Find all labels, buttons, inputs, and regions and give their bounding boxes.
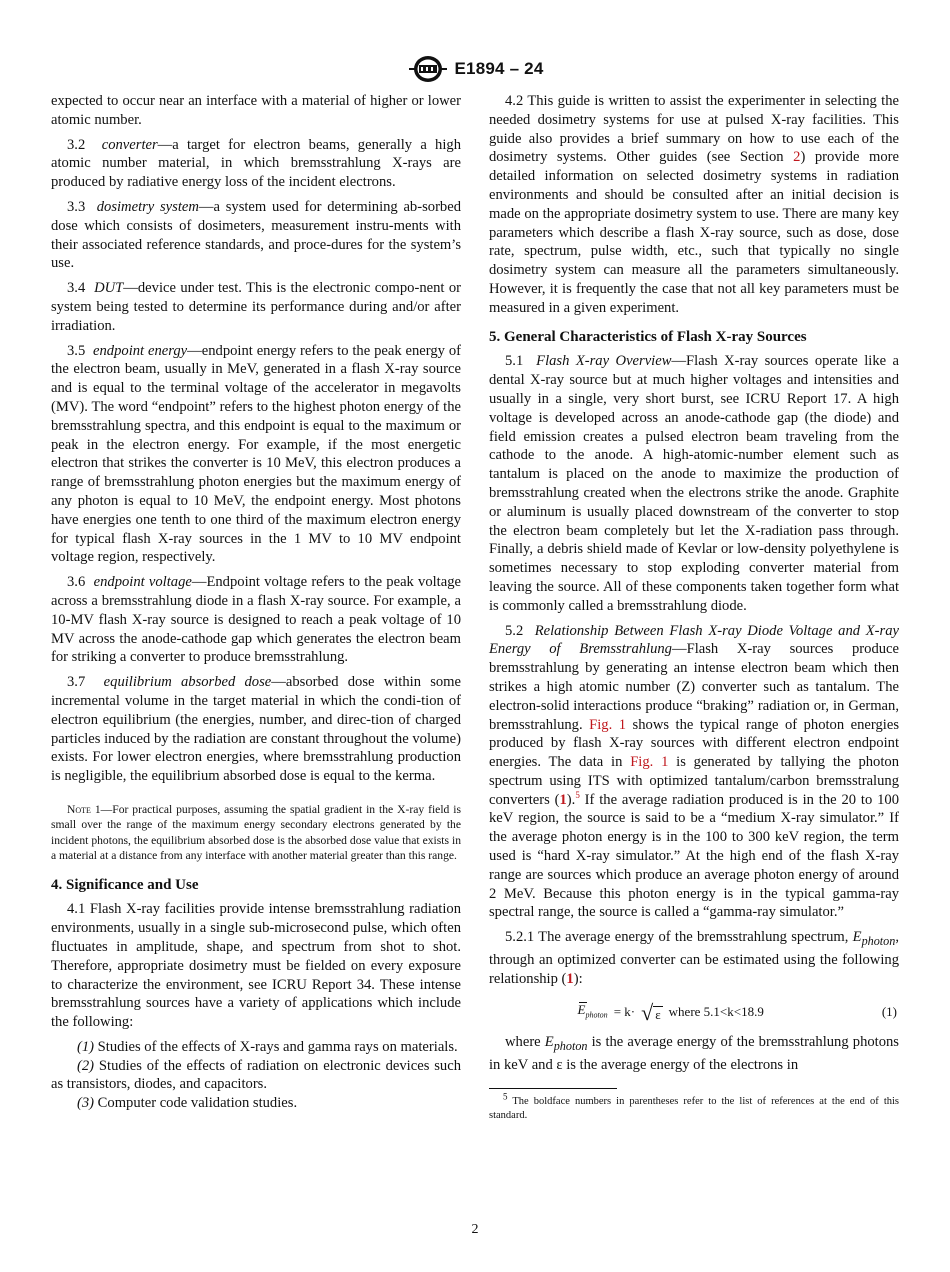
reference-link[interactable]: 1 [559,791,567,808]
square-root-icon: √ ε [641,999,661,1025]
definition-dosimetry-system: 3.3 dosimetry system—a system used for determining ab-sorbed dose which consists of dosimeters, measurement instru-ments with their associated reference standards, and proce-dures for the system’s use. [51,198,462,272]
equation-1: $E_{photon}$ = k· √ ε where 5.1<k<18.9 (1) [577,999,897,1025]
list-item: (1) Studies of the effects of X-rays and gamma rays on materials. [77,1038,458,1055]
figure-link[interactable]: Fig. 1 [589,716,627,733]
definition-endpoint-voltage: 3.6 endpoint voltage—Endpoint voltage refers to the peak voltage across a bremsstrahlung diode in a flash X-ray source. For example, a 10-MV flash X-ray source is designed to reach a peak voltage of 10 MV across the anode-cathode gap which generates the electron beam for striking a converter to produce bremsstrahlung. [51,574,461,666]
page-header [0,54,950,84]
definition-endpoint-energy: 3.5 endpoint energy—endpoint energy refers to the peak energy of the electron beam, usually in MeV, generated in a flash X-ray source and is equal to the terminal voltage of the accelerator in megavolts (MV). The word “endpoint” refers to the highest photon energy of the bremsstrahlung spectra, and this endpoint is equal to the maximum or peak in the electron energy. For example, if the most energetic electron that strikes the converter is 10 MeV, this electron produces a range of bremsstrahlung photon energies but the maximum energy of any photon is equal to 10 MeV, the endpoint energy. Most photons have energies one tenth to one third of the maximum electron energy for typical flash X-ray sources in the 1 MV to 10 MV endpoint voltage region, respectively. [51,342,462,566]
paragraph-where: where $E_{photon}$ is the average energy of the bremsstrahlung photons in keV and ε is the average energy of the electrons in [489,1033,899,1073]
paragraph-5-2-1: 5.2.1 The average energy of the bremsstrahlung spectrum, $E_{photon}$, through an optimized converter can be estimated using the following relationship (1): [489,929,899,987]
definition-equilibrium-absorbed-dose: 3.7 equilibrium absorbed dose—absorbed dose within some incremental volume in the target material in which the condi-tion of electron equilibrium (the energies, number, and direc-tion of charged particles induced by the radiation are constant throughout the volume) exists. For lower electron energies, where bremsstrahlung production is negligible, the equilibrium absorbed dose is equal to the kerma. [51,674,462,785]
right-column [489,92,899,1129]
footnote-5: $^5$ The boldface numbers in parentheses refer to the list of references at the end of this standard. [489,1091,899,1122]
note-1: Note 1—For practical purposes, assuming the spatial gradient in the X-ray field is small over the range of the maximum energy secondary electrons generated by the incident photons, the equilibrium absorbed dose is the absorbed dose value that exists in a material at a distance from any interface with another material greater than this range. [51,802,461,863]
list-item: (3) Computer code validation studies. [77,1095,298,1112]
paragraph-continued: expected to occur near an interface with a material of higher or lower atomic number. [51,93,461,128]
footnote-divider [489,1088,617,1089]
standard-designation: E1894 – 24 [454,59,544,78]
footnote-marker[interactable]: 5 [575,789,580,800]
reference-link[interactable]: 1 [566,970,574,987]
figure-link[interactable]: Fig. 1 [630,754,669,771]
astm-logo-icon [407,54,449,84]
page-number: 2 [471,1222,479,1237]
list-item: (2) Studies of the effects of radiation on electronic devices such as transistors, diodes, and capacitors. [51,1057,461,1093]
definition-converter: 3.2 converter—a target for electron beams, generally a high atomic number material, in which bremsstrahlung X-rays are produced by radiative energy loss of the incident electrons. [51,136,462,191]
definition-dut: 3.4 DUT—device under test. This is the electronic compo-nent or system being tested to determine its performance during and/or after irradiation. [51,280,462,334]
section-link[interactable]: 2 [793,149,801,166]
paragraph-4-1: 4.1 Flash X-ray facilities provide intense bremsstrahlung radiation environments, usually in a single sub-microsecond pulse, which often fluctuates in amplitude, shape, and spectrum from shot to shot. Therefore, appropriate dosimetry must be fielded on every exposure to characterize the environment, see ICRU Report 34. These intense bremsstrahlung sources have a variety of applications which include the following: [51,901,461,1031]
paragraph-4-2: 4.2 This guide is written to assist the experimenter in selecting the needed dosimetry systems for use at pulsed X-ray facilities. This guide also provides a brief summary on how to use each of the dosimetry systems. Other guides (see Section 2) provide more detailed information on selected dosimetry systems in radiation environments and should be consulted after an initial decision is made on the appropriate dosimetry system to use. There are many key parameters which describe a flash X-ray source, such as dose, dose rate, spectrum, pulse width, etc., such that typically no single dosimetry system can measure all the parameters simultaneously. However, it is frequently the case that not all key parameters must be measured in a given experiment. [489,93,899,316]
paragraph-5-2: 5.2 Relationship Between Flash X-ray Diode Voltage and X-ray Energy of Bremsstrahlung—Flash X-ray sources produce bremsstrahlung by generating an intense electron beam which then strikes a high atomic number (Z) converter such as tantalum. The electron-solid interactions produce “braking” radiation or, in German, bremsstrahlung. Fig. 1 shows the typical range of photon energies produced by flash X-ray sources with different electron endpoint energies. The data in Fig. 1 is generated by tallying the photon spectrum using ITS with optimized tantalum/carbon bremsstralung converters (1).$^5$ If the average radiation produced is in the 20 to 100 keV region, the source is said to be a “medium X-ray simulator.” If the average photon energy is in the 100 to 300 keV region, the term used is “hard X-ray simulator.” At the high end of the flash X-ray range are sources which produce an average photon energy of around 2 MeV. Because this photon energy is in the typical gamma-ray spectral range, the source is called a “gamma-ray simulator.” [489,622,900,921]
section-heading-significance: 4. Significance and Use [51,876,199,893]
section-heading-general-characteristics: 5. General Characteristics of Flash X-ray Sources [489,328,807,345]
equation-number: (1) [881,1004,897,1020]
paragraph-5-1: 5.1 Flash X-ray Overview—Flash X-ray sources operate like a dental X-ray source but at much higher voltages and intensities and usually in a single, very short burst, see ICRU Report 17. A high voltage is developed across an anode-cathode gap (the diode) and field emission creates a pulsed electron beam traveling from the cathode to the anode. A high-atomic-number element such as tantalum is placed on the anode to maximize the production of bremsstrahlung created when the electrons strike the anode. Graphite or aluminum is usually placed downstream of the converter to stop the electron beam completely but let the X-radiation pass through. Finally, a debris shield made of Kevlar or low-density polyethylene is sometimes necessary to stop exploding converter material from leaving the source. All of these components taken together form what is commonly called a bremsstrahlung diode. [489,353,900,614]
left-column [51,92,461,1113]
